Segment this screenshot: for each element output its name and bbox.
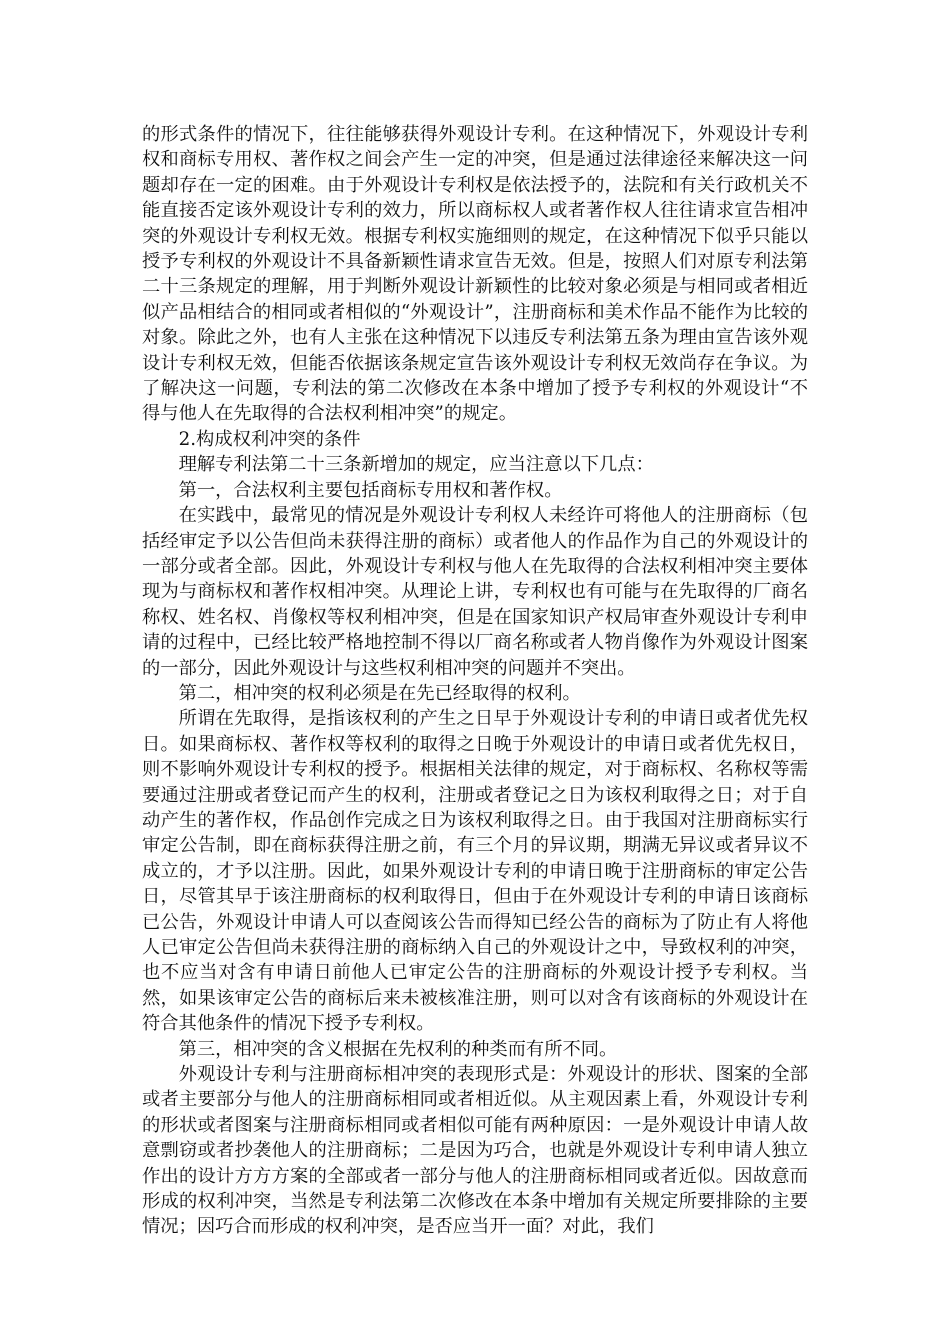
point-three-heading: 第三，相冲突的含义根据在先权利的种类而有所不同。	[178, 1038, 618, 1060]
paragraph-point-three: 外观设计专利与注册商标相冲突的表现形式是：外观设计的形状、图案的全部或者主要部分与他人的注册商标相同或者相近似。从主观因素上看，外观设计专利的形状或者图案与注册商标相同或者相似可能有两种原因：一是外观设计申请人故意剽窃或者抄袭他人的注册商标；二是因为巧合，也就是外观设计专利申请人独立作出的设计方方方案的全部或者一部分与他人的注册商标相同或者近似。因故意而形成的权利冲突，当然是专利法第二次修改在本条中增加有关规定所要排除的主要情况；因巧合而形成的权利冲突，是否应当开一面？对此，我们	[142, 1064, 808, 1238]
paragraph-point-one: 在实践中，最常见的情况是外观设计专利权人未经许可将他人的注册商标（包括经审定予以公告但尚未获得注册的商标）或者他人的作品作为自己的外观设计的一部分或者全部。因此，外观设计专利权与他人在先取得的合法权利相冲突主要体现为与商标权和著作权相冲突。从理论上讲，专利权也有可能与在先取得的厂商名称权、姓名权、肖像权等权利相冲突，但是在国家知识产权局审查外观设计专利申请的过程中，已经比较严格地控制不得以厂商名称或者人物肖像作为外观设计图案的一部分，因此外观设计与这些权利相冲突的问题并不突出。	[142, 505, 808, 679]
paragraph-point-two: 所谓在先取得，是指该权利的产生之日早于外观设计专利的申请日或者优先权日。如果商标权、著作权等权利的取得之日晚于外观设计的申请日或者优先权日，则不影响外观设计专利权的授予。根据相关法律的规定，对于商标权、名称权等需要通过注册或者登记而产生的权利，注册或者登记之日为该权利取得之日；对于自动产生的著作权，作品创作完成之日为该权利取得之日。由于我国对注册商标实行审定公告制，即在商标获得注册之前，有三个月的异议期，期满无异议或者异议不成立的，才予以注册。因此，如果外观设计专利的申请日晚于注册商标的审定公告日，尽管其早于该注册商标的权利取得日，但由于在外观设计专利的申请日该商标已公告，外观设计申请人可以查阅该公告而得知已经公告的商标为了防止有人将他人已审定公告但尚未获得注册的商标纳入自己的外观设计之中，导致权利的冲突，也不应当对含有申请日前他人已审定公告的注册商标的外观设计授予专利权。当然，如果该审定公告的商标后来未被核准注册，则可以对含有该商标的外观设计在符合其他条件的情况下授予专利权。	[142, 708, 808, 1035]
paragraph-intro: 理解专利法第二十三条新增加的规定，应当注意以下几点：	[178, 454, 654, 476]
document-body	[142, 122, 808, 1240]
paragraph-continued: 的形式条件的情况下，往往能够获得外观设计专利。在这种情况下，外观设计专利权和商标专用权、著作权之间会产生一定的冲突，但是通过法律途径来解决这一问题却存在一定的困难。由于外观设计专利权是依法授予的，法院和有关行政机关不能直接否定该外观设计专利的效力，所以商标权人或者著作权人往往请求宣告相冲突的外观设计专利权无效。根据专利权实施细则的规定，在这种情况下似乎只能以授予专利权的外观设计不具备新颖性请求宣告无效。但是，按照人们对原专利法第二十三条规定的理解，用于判断外观设计新颖性的比较对象必须是与相同或者相近似产品相结合的相同或者相似的“外观设计”，注册商标和美术作品不能作为比较的对象。除此之外，也有人主张在这种情况下以违反专利法第五条为理由宣告该外观设计专利权无效，但能否依据该条规定宣告该外观设计专利权无效尚存在争议。为了解决这一问题，专利法的第二次修改在本条中增加了授予专利权的外观设计“不得与他人在先取得的合法权利相冲突”的规定。	[142, 124, 808, 425]
point-two-heading: 第二，相冲突的权利必须是在先已经取得的权利。	[178, 682, 581, 704]
section-heading: 2.构成权利冲突的条件	[178, 428, 361, 450]
point-one-heading: 第一，合法权利主要包括商标专用权和著作权。	[178, 479, 563, 501]
